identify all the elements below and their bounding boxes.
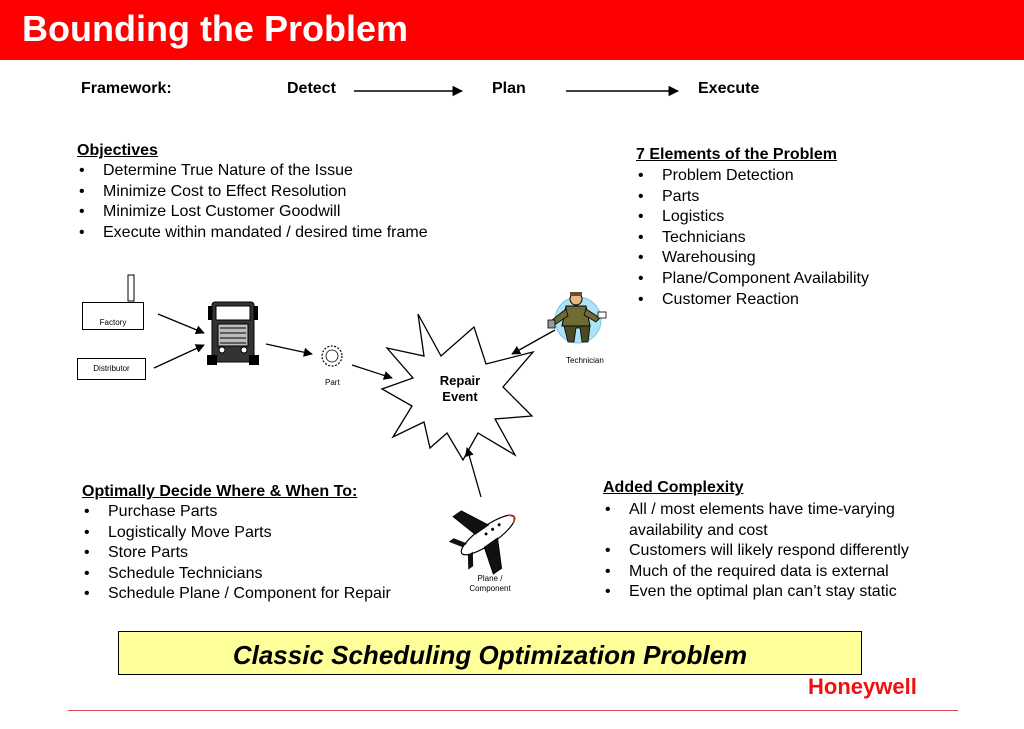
technician-label: Technician — [566, 356, 604, 365]
element-item: • Parts — [636, 187, 869, 208]
framework-step-execute: Execute — [698, 80, 760, 97]
repair-label-line-2: Event — [442, 389, 478, 404]
slide-title: Bounding the Problem — [22, 8, 408, 49]
distributor-box — [77, 358, 146, 380]
decide-heading: Optimally Decide Where & When To: — [82, 483, 358, 500]
plane-label-line-2: Component — [469, 584, 511, 593]
part-label: Part — [325, 378, 340, 387]
arrow-factory-truck — [158, 314, 204, 333]
element-item: • Logistics — [636, 207, 869, 228]
banner-text: Classic Scheduling Optimization Problem — [232, 640, 748, 670]
objective-item: • Minimize Cost to Effect Resolution — [77, 182, 428, 203]
complexity-list — [603, 500, 909, 603]
part-icon — [322, 346, 342, 366]
plane-label — [460, 574, 520, 594]
element-item: • Warehousing — [636, 248, 869, 269]
arrow-plane-repair — [467, 448, 481, 497]
framework-label: Framework: — [81, 80, 172, 97]
truck-icon — [207, 302, 259, 365]
factory-label: Factory — [99, 318, 127, 327]
arrow-technician-repair — [512, 330, 555, 354]
element-item: • Customer Reaction — [636, 290, 869, 311]
factory-box — [82, 302, 144, 330]
decide-item: • Schedule Plane / Component for Repair — [82, 584, 391, 605]
repair-event-label — [428, 373, 492, 405]
decide-item: • Schedule Technicians — [82, 564, 391, 585]
footer-divider — [68, 710, 958, 711]
complexity-item: • Customers will likely respond differently — [603, 541, 909, 562]
conclusion-banner — [118, 631, 862, 675]
complexity-item: • Much of the required data is external — [603, 562, 909, 583]
framework-step-plan: Plan — [492, 80, 526, 97]
decide-item: • Logistically Move Parts — [82, 523, 391, 544]
elements-heading: 7 Elements of the Problem — [636, 146, 837, 163]
element-item: • Plane/Component Availability — [636, 269, 869, 290]
element-item: • Technicians — [636, 228, 869, 249]
arrow-part-repair — [352, 365, 392, 378]
decide-item: • Store Parts — [82, 543, 391, 564]
element-item: • Problem Detection — [636, 166, 869, 187]
arrow-truck-part — [266, 344, 312, 354]
objective-item: • Execute within mandated / desired time frame — [77, 223, 428, 244]
repair-label-line-1: Repair — [439, 373, 481, 388]
complexity-heading: Added Complexity — [603, 479, 744, 496]
framework-step-detect: Detect — [287, 80, 336, 97]
complexity-item: • All / most elements have time-varying — [603, 500, 909, 521]
objectives-heading: Objectives — [77, 142, 158, 159]
honeywell-logo: Honeywell — [808, 674, 917, 699]
technician-icon — [548, 292, 606, 343]
plane-label-line-1: Plane / — [477, 574, 503, 583]
arrow-distributor-truck — [154, 345, 204, 368]
plane-icon — [438, 488, 534, 584]
objective-item: • Minimize Lost Customer Goodwill — [77, 202, 428, 223]
decide-item: • Purchase Parts — [82, 502, 391, 523]
complexity-item: • Even the optimal plan can’t stay static — [603, 582, 909, 603]
distributor-label: Distributor — [93, 364, 130, 373]
objective-item: • Determine True Nature of the Issue — [77, 161, 428, 182]
complexity-item-continued: availability and cost — [629, 521, 768, 539]
decide-list — [82, 502, 391, 605]
